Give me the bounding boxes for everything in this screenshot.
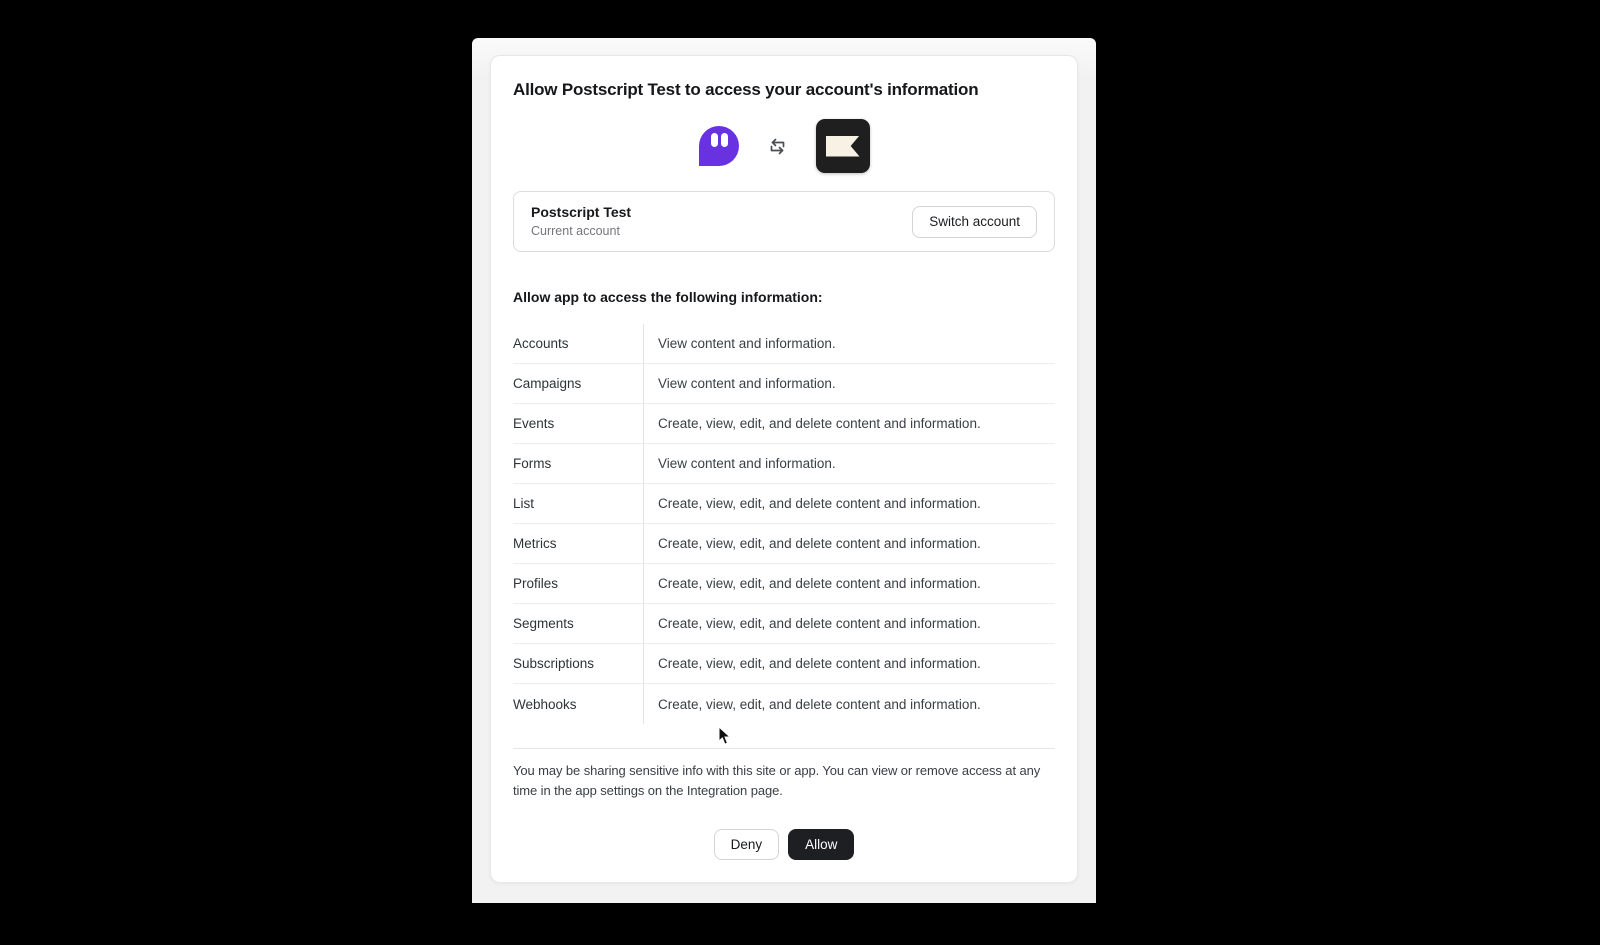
- permission-row: [513, 684, 1055, 724]
- permission-scope: Subscriptions: [513, 644, 644, 683]
- permission-row: [513, 484, 1055, 524]
- permission-scope: Metrics: [513, 524, 644, 563]
- permission-scope: List: [513, 484, 644, 523]
- deny-button[interactable]: Deny: [714, 829, 780, 860]
- account-name: Postscript Test: [531, 204, 632, 220]
- permission-access: Create, view, edit, and delete content and information.: [658, 536, 981, 551]
- permission-scope: Campaigns: [513, 364, 644, 403]
- permission-row: [513, 404, 1055, 444]
- account-status: Current account: [531, 224, 620, 238]
- allow-button[interactable]: Allow: [788, 829, 854, 860]
- current-account-box: [513, 191, 1055, 252]
- permission-access: Create, view, edit, and delete content and information.: [658, 576, 981, 591]
- permission-access: View content and information.: [658, 376, 836, 391]
- permission-row: [513, 644, 1055, 684]
- browser-viewport: [472, 38, 1096, 903]
- permission-access: View content and information.: [658, 456, 836, 471]
- permission-access: Create, view, edit, and delete content and information.: [658, 416, 981, 431]
- permission-row: [513, 444, 1055, 484]
- switch-account-button[interactable]: Switch account: [912, 206, 1037, 238]
- section-divider: [513, 748, 1055, 749]
- permission-access: Create, view, edit, and delete content and information.: [658, 656, 981, 671]
- app-connection-logos: [513, 118, 1055, 174]
- permission-access: Create, view, edit, and delete content and information.: [658, 496, 981, 511]
- permissions-heading: Allow app to access the following information:: [513, 289, 823, 305]
- account-info: [531, 203, 631, 240]
- klaviyo-logo-icon: [816, 119, 870, 173]
- permission-scope: Segments: [513, 604, 644, 643]
- permission-access: View content and information.: [658, 336, 836, 351]
- action-buttons: [513, 829, 1055, 860]
- swap-arrows-icon: [768, 137, 787, 156]
- permission-access: Create, view, edit, and delete content and information.: [658, 696, 981, 712]
- postscript-logo-eye: [711, 133, 718, 147]
- sensitive-info-disclaimer: [513, 761, 1055, 800]
- permission-row: [513, 524, 1055, 564]
- permission-scope: Profiles: [513, 564, 644, 603]
- disclaimer-line-1: You may be sharing sensitive info with this site or app. You can view or remove access at any: [513, 763, 1041, 778]
- disclaimer-line-2: time in the app settings on the Integration page.: [513, 782, 783, 798]
- permission-row: [513, 564, 1055, 604]
- postscript-logo-icon: [699, 126, 739, 166]
- oauth-consent-dialog: [490, 55, 1078, 883]
- permission-row: [513, 324, 1055, 364]
- postscript-logo-eye: [721, 133, 728, 147]
- klaviyo-flag-glyph: [826, 136, 860, 157]
- dialog-title: Allow Postscript Test to access your account's information: [513, 80, 979, 99]
- permissions-table: [513, 324, 1055, 724]
- permission-access: Create, view, edit, and delete content and information.: [658, 616, 981, 631]
- permission-row: [513, 364, 1055, 404]
- permission-scope: Forms: [513, 444, 644, 483]
- permission-scope: Webhooks: [513, 684, 644, 724]
- permission-row: [513, 604, 1055, 644]
- permission-scope: Events: [513, 404, 644, 443]
- permission-scope: Accounts: [513, 324, 644, 363]
